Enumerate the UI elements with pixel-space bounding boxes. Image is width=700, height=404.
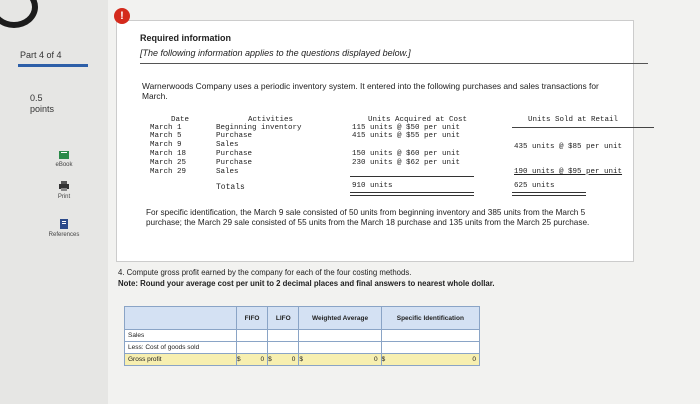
row-label-sales: Sales: [125, 330, 237, 342]
ebook-button[interactable]: [44, 150, 84, 168]
col-header-activities: Activities: [248, 116, 294, 124]
intro-text: Warnerwoods Company uses a periodic inventory system. It entered into the following purchases and sales transactions for March.: [142, 81, 599, 101]
date-cell: March 5: [150, 132, 182, 140]
total-acquired: 910 units: [352, 182, 393, 190]
row-label-cogs: Less: Cost of goods sold: [125, 342, 237, 354]
part-indicator: Part 4 of 4: [20, 50, 62, 60]
total-sold: 625 units: [514, 182, 555, 190]
printer-icon: [58, 180, 70, 192]
table-row: [125, 354, 480, 366]
activity-cell: Purchase: [216, 132, 253, 140]
gross-profit-specific: [381, 354, 479, 366]
row-label-gross-profit: Gross profit: [125, 354, 237, 366]
totals-label: Totals: [216, 183, 245, 192]
gross-profit-value: 0: [291, 356, 296, 363]
left-sidebar: [0, 0, 108, 404]
cogs-lifo-input[interactable]: [268, 342, 299, 354]
points-label: points: [30, 104, 55, 114]
acquired-cell: 415 units @ $55 per unit: [352, 132, 461, 140]
points-display: [30, 93, 54, 115]
retail-header-box: [512, 116, 654, 128]
references-icon: [58, 218, 70, 230]
col-lifo: LIFO: [268, 307, 299, 330]
answer-header-row: [125, 307, 480, 330]
col-header-sold: Units Sold at Retail: [528, 116, 619, 124]
gross-profit-value: 0: [472, 356, 476, 363]
references-label: References: [48, 232, 80, 238]
logo-icon: [0, 0, 38, 28]
dollar-sign: $: [268, 356, 272, 363]
sold-cell: 190 units @ $95 per unit: [514, 168, 623, 176]
cogs-fifo-input[interactable]: [237, 342, 268, 354]
activity-cell: Purchase: [216, 159, 253, 167]
date-cell: March 18: [150, 150, 187, 158]
sold-cell: 435 units @ $85 per unit: [514, 143, 623, 151]
cogs-specific-input[interactable]: [381, 342, 479, 354]
activity-cell: Purchase: [216, 150, 253, 158]
col-specific-identification: Specific Identification: [381, 307, 479, 330]
date-cell: March 1: [150, 124, 182, 132]
dollar-sign: $: [381, 356, 386, 363]
required-subtitle: [The following information applies to the questions displayed below.]: [140, 48, 411, 58]
question-note: Note: Round your average cost per unit to 2 decimal places and final answers to nearest whole dollar.: [118, 279, 495, 288]
date-cell: March 29: [150, 168, 187, 176]
acquired-cell: 150 units @ $60 per unit: [352, 150, 461, 158]
gross-profit-fifo: [237, 354, 268, 366]
sales-fifo-input[interactable]: [237, 330, 268, 342]
col-header-date: Date: [171, 116, 190, 124]
answer-table: [124, 306, 480, 366]
acquired-cell: 230 units @ $62 per unit: [352, 159, 461, 167]
print-button[interactable]: [44, 180, 84, 200]
divider: [140, 63, 648, 64]
ebook-label: eBook: [55, 162, 73, 168]
dollar-sign: $: [237, 356, 241, 363]
col-weighted-average: Weighted Average: [299, 307, 381, 330]
gross-profit-weighted: [299, 354, 381, 366]
sold-double-rule: [512, 192, 586, 196]
acquired-double-rule: [350, 192, 474, 196]
gross-profit-value: 0: [260, 356, 265, 363]
date-cell: March 9: [150, 141, 182, 149]
part-progress-bar: [18, 64, 88, 67]
date-cell: March 25: [150, 159, 187, 167]
activity-cell: Sales: [216, 168, 239, 176]
dollar-sign: $: [299, 356, 303, 363]
references-button[interactable]: [44, 218, 84, 238]
question-text: 4. Compute gross profit earned by the company for each of the four costing methods.: [118, 268, 412, 277]
cogs-weighted-input[interactable]: [299, 342, 381, 354]
table-row: [125, 342, 480, 354]
sales-lifo-input[interactable]: [268, 330, 299, 342]
specific-id-note: For specific identification, the March 9 sale consisted of 50 units from beginning inventory and 385 units from the March 5 purchase; the March 29 sale consisted of 55 units from the March 18 purchase and 135 units from the March 25 purchase.: [146, 208, 590, 227]
col-header-acquired: Units Acquired at Cost: [368, 116, 468, 124]
acquired-total-rule: [350, 176, 474, 177]
alert-icon: !: [114, 8, 130, 24]
table-row: [125, 330, 480, 342]
activity-cell: Sales: [216, 141, 239, 149]
gross-profit-lifo: [268, 354, 299, 366]
acquired-cell: 115 units @ $50 per unit: [352, 124, 461, 132]
activity-cell: Beginning inventory: [216, 124, 302, 132]
print-label: Print: [57, 194, 71, 200]
sales-weighted-input[interactable]: [299, 330, 381, 342]
sales-specific-input[interactable]: [381, 330, 479, 342]
col-fifo: FIFO: [237, 307, 268, 330]
book-icon: [58, 150, 70, 160]
required-title: Required information: [140, 33, 232, 43]
gross-profit-value: 0: [374, 356, 378, 363]
points-value: 0.5: [30, 93, 43, 103]
